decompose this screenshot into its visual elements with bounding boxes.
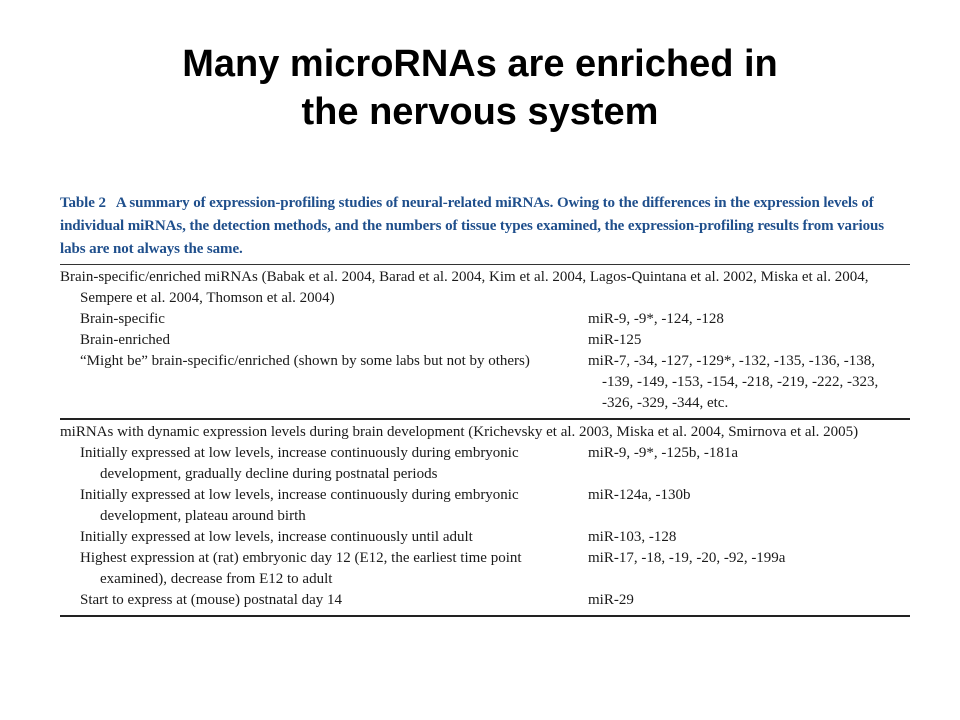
slide-title-line-2: the nervous system bbox=[301, 91, 659, 133]
table-section-brain-specific bbox=[60, 267, 910, 416]
section-divider-rule bbox=[60, 418, 910, 420]
table-row bbox=[60, 485, 910, 527]
table-row bbox=[60, 527, 910, 548]
row-description: Start to express at (mouse) postnatal day 14 bbox=[80, 592, 343, 608]
table-row bbox=[60, 330, 910, 351]
table-bottom-rule bbox=[60, 615, 910, 617]
table-figure bbox=[60, 192, 910, 617]
table-row bbox=[60, 590, 910, 611]
table-section-dynamic-expression bbox=[60, 422, 910, 613]
row-mirnas: miR-125 bbox=[588, 332, 642, 348]
table-caption-text: A summary of expression-profiling studies of neural-related miRNAs. Owing to the differences in the expression levels of individual miRNAs, the detection methods, and the numbers of tissue types examined, the expression-profiling results from various labs are not always the same. bbox=[60, 195, 884, 257]
row-description: Initially expressed at low levels, increase continuously during embryonic development, plateau around birth bbox=[80, 487, 519, 524]
table-row bbox=[60, 351, 910, 414]
row-description: Initially expressed at low levels, increase continuously until adult bbox=[80, 529, 473, 545]
row-description: “Might be” brain-specific/enriched (shown by some labs but not by others) bbox=[80, 353, 530, 369]
table-label: Table 2 bbox=[60, 195, 106, 211]
row-description: Brain-specific bbox=[80, 311, 165, 327]
row-mirnas: miR-103, -128 bbox=[588, 529, 677, 545]
row-description: Initially expressed at low levels, increase continuously during embryonic development, gradually decline during postnatal periods bbox=[80, 445, 519, 482]
slide-title-line-1: Many microRNAs are enriched in bbox=[182, 43, 778, 85]
row-mirnas: miR-29 bbox=[588, 592, 634, 608]
slide-title bbox=[0, 40, 960, 136]
row-mirnas: miR-7, -34, -127, -129*, -132, -135, -136, -138, -139, -149, -153, -154, -218, -219, -222, -323, -326, -329, -344, etc. bbox=[588, 353, 879, 411]
section-header: Brain-specific/enriched miRNAs (Babak et al. 2004, Barad et al. 2004, Kim et al. 2004, Lagos-Quintana et al. 2002, Miska et al. 2004, Sempere et al. 2004, Thomson et al. 2004) bbox=[60, 269, 869, 306]
row-description: Highest expression at (rat) embryonic day 12 (E12, the earliest time point examined), decrease from E12 to adult bbox=[80, 550, 522, 587]
row-mirnas: miR-124a, -130b bbox=[588, 487, 691, 503]
row-mirnas: miR-17, -18, -19, -20, -92, -199a bbox=[588, 550, 786, 566]
table-top-rule bbox=[60, 264, 910, 265]
table-row bbox=[60, 548, 910, 590]
row-mirnas: miR-9, -9*, -125b, -181a bbox=[588, 445, 738, 461]
table-caption bbox=[60, 192, 910, 261]
table-row bbox=[60, 309, 910, 330]
row-mirnas: miR-9, -9*, -124, -128 bbox=[588, 311, 724, 327]
table-row bbox=[60, 443, 910, 485]
row-description: Brain-enriched bbox=[80, 332, 170, 348]
section-header: miRNAs with dynamic expression levels during brain development (Krichevsky et al. 2003, Miska et al. 2004, Smirnova et al. 2005) bbox=[60, 424, 859, 440]
